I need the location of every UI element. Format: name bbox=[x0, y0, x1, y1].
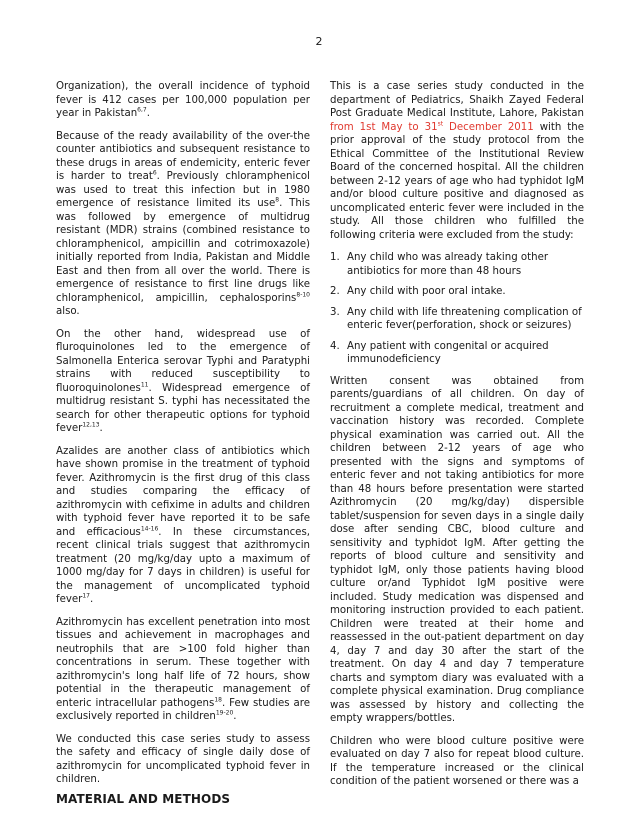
list-item: 1. Any child who was already taking other antibiotics for more than 48 hours bbox=[330, 252, 549, 277]
section-heading-methods: MATERIAL AND METHODS bbox=[56, 791, 231, 806]
citation: 6 bbox=[152, 169, 157, 177]
exclusion-criteria-list bbox=[330, 251, 584, 367]
paragraph-resistance: Because of the ready availability of the over-the counter antibiotics and subsequent resistance to these drugs in areas of endemicity, enteric fever is harder to treat$^6$. Previously chloramphenicol was used to treat this infection but in 1980 emergence of resistance limited its use$^8$. This was followed by emergence of multidrug resistant (MDR) strains (combined resistance to chloramphenicol, ampicillin and cotrimoxazole) initially reported from India, Pakistan and Middle East and then from all over the world. There is emergence of resistance to first line drugs like chloramphenicol, ampicillin, cephalosporins$^{8-10}$ also. bbox=[56, 130, 311, 317]
citation: 11 bbox=[140, 381, 149, 389]
study-dates: from 1st May to 31st December 2011 bbox=[330, 120, 534, 133]
page-number: 2 bbox=[315, 35, 323, 48]
paragraph-procedure: Written consent was obtained from parents/guardians of all children. On day of recruitment a complete medical, treatment and vaccination history was recorded. Complete physical examination was carried out. All the children between 2-12 years of age who presented with the signs and symptoms of enteric fever and not taking antibiotics for more than 48 hours before presentation were started Azithromycin (20 mg/kg/day) dispersible tablet/suspension for seven days in a single daily dose after sending CBC, blood culture and sensitivity and typhidot IgM. After getting the reports of blood culture and sensitivity and typhidot IgM, only those patients having blood culture or/and Typhidot IgM positive were included. Study medication was dispensed and monitoring instruction provided to each patient. Children were treated at their home and reassessed in the out-patient department on day 4, day 7 and day 30 after the start of the treatment. On day 4 and day 7 temperature charts and symptom diary was evaluated with a complete physical examination. Drug compliance was assessed by history and collecting the empty wrappers/bottles. bbox=[330, 375, 584, 724]
list-item: 2. Any child with poor oral intake. bbox=[330, 286, 506, 297]
citation: 8-10 bbox=[296, 291, 310, 299]
paragraph-azithromycin-penetration: Azithromycin has excellent penetration into most tissues and achievement in macrophages and neutrophils that are >100 fold higher than concentrations in serum. These together with azithromycin's long half life of 72 hours, show potential in the therapeutic management of enteric intracellular pathogens$^{18}$. Few studies are exclusively reported in children$^{19-20}$. bbox=[56, 616, 311, 722]
citation: 8 bbox=[275, 196, 280, 204]
paragraph-azalides: Azalides are another class of antibiotics which have shown promise in the treatment of typhoid fever. Azithromycin is the first drug of this class and studies comparing the efficacy of azithromycin with cefixime in adults and children with typhoid fever have reported it to be safe and efficacious$^{14-16}$. In these circumstances, recent clinical trials suggest that azithromycin treatment (20 mg/kg/day upto a maximum of 1000 mg/day for 7 days in children) is useful for the management of uncomplicated typhoid fever$^{17}$. bbox=[56, 445, 310, 605]
list-item: 3. Any child with life threatening complication of enteric fever(perforation, shock or seizures) bbox=[330, 306, 582, 331]
paragraph-study-aim: We conducted this case series study to assess the safety and efficacy of single daily dose of azithromycin for uncomplicated typhoid fever in children. bbox=[56, 733, 310, 785]
paragraph-incidence: Organization), the overall incidence of typhoid fever is 412 cases per 100,000 population per year in Pakistan$^{6,7}$. bbox=[56, 81, 310, 119]
citation: 6,7 bbox=[137, 106, 147, 114]
citation: 17 bbox=[82, 592, 90, 600]
citation: 19-20 bbox=[215, 709, 234, 717]
paragraph-followup: Children who were blood culture positive were evaluated on day 7 also for repeat blood culture. If the temperature increased or the clinical condition of the patient worsened or there was a bbox=[330, 735, 584, 787]
paragraph-fluoroquinolones: On the other hand, widespread use of fluroquinolones led to the emergence of Salmonella Enterica serovar Typhi and Paratyphi strains with reduced susceptibility to fluoroquinolones$^{11}$. Widespread emergence of multidrug resistant S. typhi has necessitated the search for other therapeutic options for typhoid fever$^{12,13}$. bbox=[56, 328, 310, 434]
right-column bbox=[330, 80, 584, 798]
citation: 14-16 bbox=[140, 525, 159, 533]
list-item: 4. Any patient with congenital or acquired immunodeficiency bbox=[330, 340, 549, 365]
citation: 12,13 bbox=[82, 421, 100, 429]
citation: 18 bbox=[214, 696, 222, 704]
paragraph-study-design: This is a case series study conducted in the department of Pediatrics, Shaikh Zayed Federal Post Graduate Medical Institute, Lahore, Pakistan from 1st May to 31st December 2011 with the prior approval of the study protocol from the Ethical Committee of the Institutional Review Board of the concerned hospital. All the children between 2-12 years of age who had typhidot IgM and/or blood culture positive and diagnosed as uncomplicated enteric fever were included in the study. All those children who fulfilled the following criteria were excluded from the study: bbox=[330, 81, 585, 241]
left-column bbox=[56, 80, 310, 806]
